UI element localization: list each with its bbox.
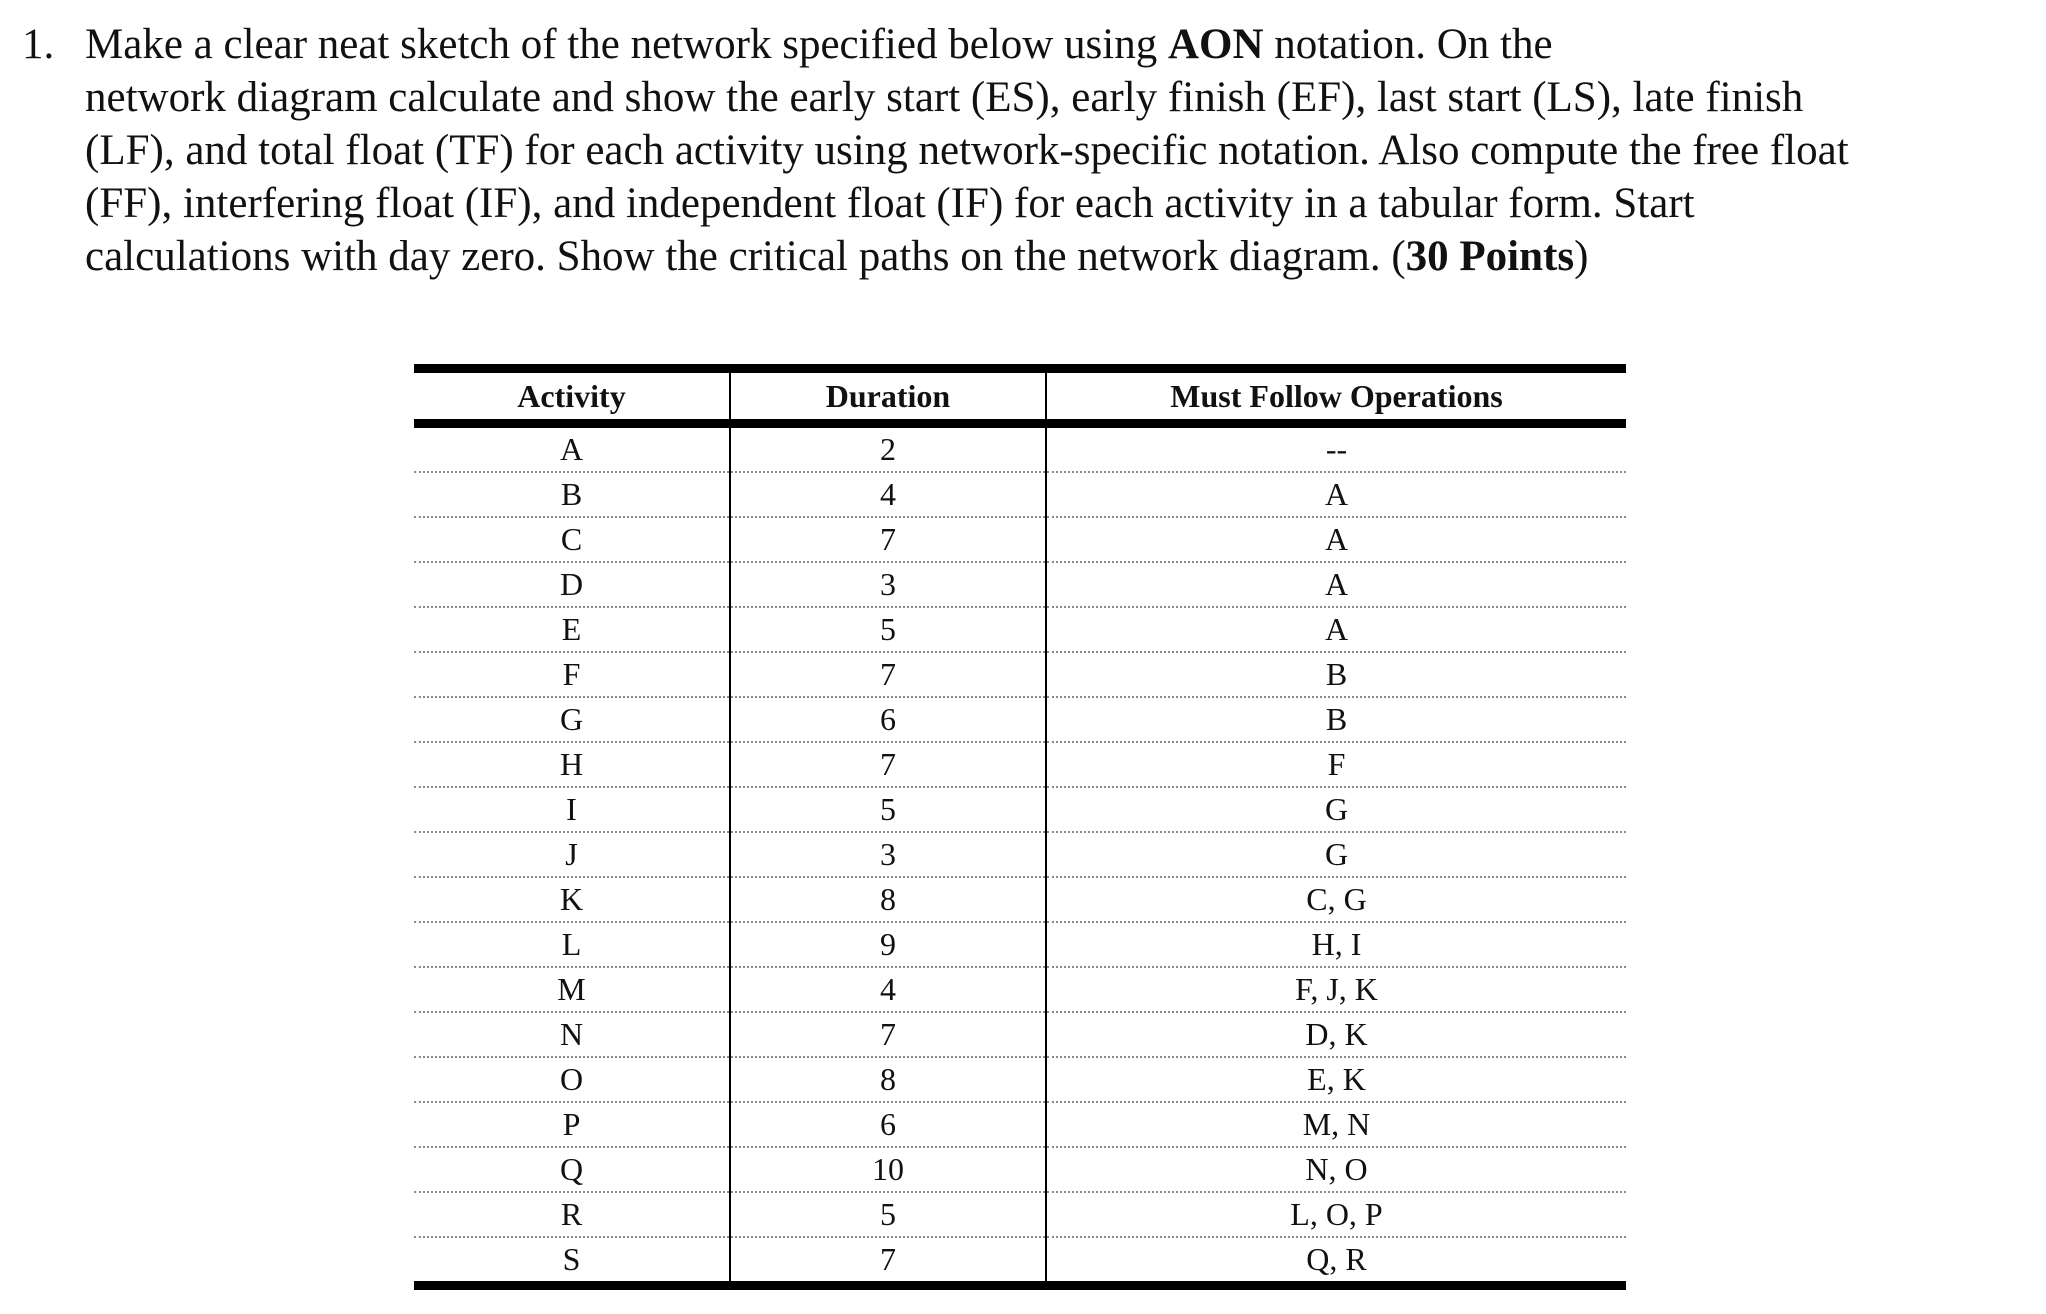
must-follow-cell: D, K — [1046, 1012, 1626, 1057]
activity-cell: E — [414, 607, 730, 652]
table-row — [414, 607, 1626, 652]
activity-cell: G — [414, 697, 730, 742]
duration-cell: 2 — [730, 424, 1046, 473]
table-row — [414, 1237, 1626, 1286]
table-body — [414, 424, 1626, 1286]
table-row — [414, 742, 1626, 787]
must-follow-cell: E, K — [1046, 1057, 1626, 1102]
table-row — [414, 877, 1626, 922]
activity-cell: I — [414, 787, 730, 832]
duration-cell: 4 — [730, 472, 1046, 517]
activity-cell: P — [414, 1102, 730, 1147]
activity-cell: L — [414, 922, 730, 967]
question-line: (FF), interfering float (IF), and independent float (IF) for each activity in a tabular form. Start — [85, 180, 1695, 227]
duration-cell: 7 — [730, 742, 1046, 787]
question-line: (LF), and total float (TF) for each activity using network-specific notation. Also compute the free float — [85, 127, 1849, 174]
must-follow-cell: G — [1046, 787, 1626, 832]
question-line: calculations with day zero. Show the critical paths on the network diagram. (30 Points) — [85, 233, 1589, 280]
activity-cell: D — [414, 562, 730, 607]
activity-cell: Q — [414, 1147, 730, 1192]
table-row — [414, 832, 1626, 877]
duration-cell: 8 — [730, 877, 1046, 922]
must-follow-cell: A — [1046, 472, 1626, 517]
must-follow-cell: H, I — [1046, 922, 1626, 967]
table-row — [414, 1057, 1626, 1102]
must-follow-cell: F — [1046, 742, 1626, 787]
table-row — [414, 967, 1626, 1012]
header-must-follow: Must Follow Operations — [1046, 369, 1626, 424]
activity-cell: K — [414, 877, 730, 922]
table-row — [414, 562, 1626, 607]
duration-cell: 8 — [730, 1057, 1046, 1102]
question-number: 1. — [22, 21, 55, 68]
duration-cell: 7 — [730, 1237, 1046, 1286]
table-header-row — [414, 369, 1626, 424]
table-row — [414, 922, 1626, 967]
activity-cell: H — [414, 742, 730, 787]
activity-cell: A — [414, 424, 730, 473]
must-follow-cell: F, J, K — [1046, 967, 1626, 1012]
must-follow-cell: A — [1046, 607, 1626, 652]
table-row — [414, 1147, 1626, 1192]
table-row — [414, 1012, 1626, 1057]
duration-cell: 3 — [730, 832, 1046, 877]
question-line: network diagram calculate and show the early start (ES), early finish (EF), last start (LS), late finish — [85, 74, 1804, 121]
table-row — [414, 697, 1626, 742]
must-follow-cell: G — [1046, 832, 1626, 877]
activity-table — [414, 364, 1626, 1290]
duration-cell: 6 — [730, 697, 1046, 742]
must-follow-cell: A — [1046, 517, 1626, 562]
must-follow-cell: -- — [1046, 424, 1626, 473]
table-row — [414, 1102, 1626, 1147]
must-follow-cell: B — [1046, 697, 1626, 742]
must-follow-cell: M, N — [1046, 1102, 1626, 1147]
table-row — [414, 424, 1626, 473]
duration-cell: 7 — [730, 652, 1046, 697]
activity-cell: S — [562, 1241, 581, 1277]
must-follow-cell: B — [1046, 652, 1626, 697]
table-row — [414, 652, 1626, 697]
duration-cell: 10 — [730, 1147, 1046, 1192]
duration-cell: 5 — [730, 607, 1046, 652]
table-row — [414, 1192, 1626, 1237]
duration-cell: 3 — [730, 562, 1046, 607]
duration-cell: 5 — [730, 787, 1046, 832]
activity-cell: C — [414, 517, 730, 562]
activity-cell: R — [414, 1192, 730, 1237]
must-follow-cell: Q, R — [1046, 1237, 1626, 1286]
activity-cell: B — [414, 472, 730, 517]
header-duration: Duration — [730, 369, 1046, 424]
duration-cell: 7 — [730, 517, 1046, 562]
must-follow-cell: N, O — [1046, 1147, 1626, 1192]
activity-table-container — [414, 364, 1626, 1290]
question-text — [85, 18, 2015, 283]
duration-cell: 9 — [730, 922, 1046, 967]
activity-cell: F — [414, 652, 730, 697]
table-row — [414, 787, 1626, 832]
duration-cell: 6 — [730, 1102, 1046, 1147]
must-follow-cell: L, O, P — [1046, 1192, 1626, 1237]
must-follow-cell: C, G — [1046, 877, 1626, 922]
activity-cell: O — [414, 1057, 730, 1102]
duration-cell: 4 — [730, 967, 1046, 1012]
duration-cell: 7 — [730, 1012, 1046, 1057]
duration-cell: 5 — [730, 1192, 1046, 1237]
must-follow-cell: A — [1046, 562, 1626, 607]
header-activity: Activity — [414, 369, 730, 424]
question-line: Make a clear neat sketch of the network specified below using AON notation. On the — [85, 21, 1553, 68]
activity-cell: J — [414, 832, 730, 877]
table-row — [414, 472, 1626, 517]
activity-cell: N — [414, 1012, 730, 1057]
activity-cell: M — [414, 967, 730, 1012]
table-row — [414, 517, 1626, 562]
